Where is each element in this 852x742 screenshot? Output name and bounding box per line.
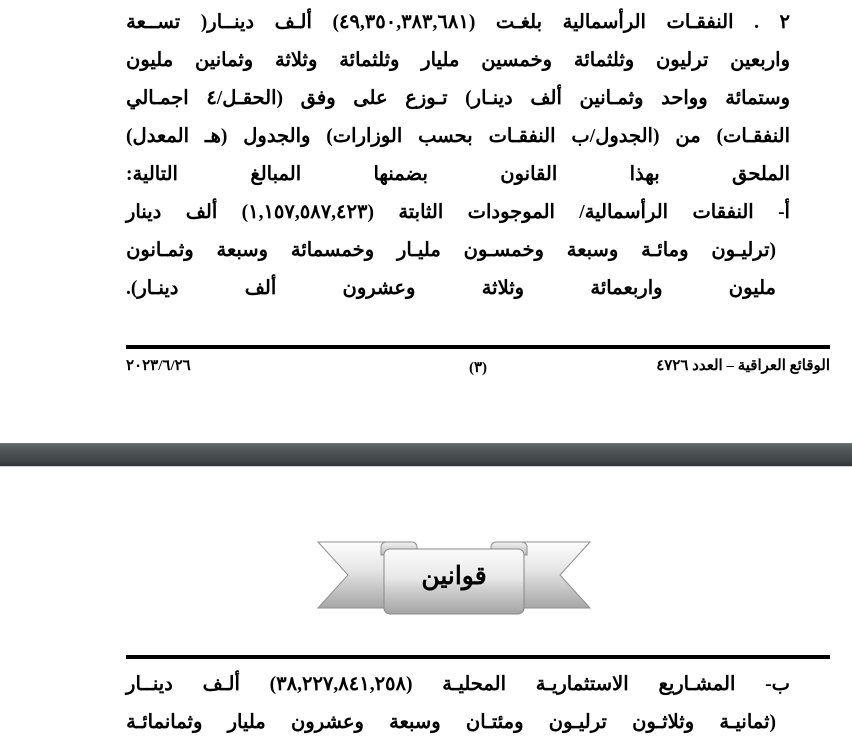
text-word: ألف bbox=[530, 88, 562, 109]
banner-label: قوانين bbox=[421, 563, 487, 590]
paragraph-line bbox=[126, 42, 790, 80]
text-word: وثلاثة bbox=[275, 50, 318, 71]
text-word: وخمسـون bbox=[463, 240, 544, 261]
ribbon-banner-icon bbox=[316, 538, 592, 620]
text-word: مليـار bbox=[396, 240, 441, 261]
text-word: (٤٩,٣٥٠,٣٨٣,٦٨١) bbox=[332, 12, 476, 33]
text-word: (ترليـون bbox=[711, 240, 776, 261]
text-word: وسبعة bbox=[389, 712, 441, 733]
text-word: ترليون bbox=[655, 50, 709, 71]
text-word: بلغـت bbox=[495, 12, 543, 33]
text-word: (هـ bbox=[204, 126, 228, 147]
text-word: على bbox=[353, 88, 388, 109]
text-word: الاستثماريـة bbox=[535, 674, 629, 695]
text-word: النفقـات bbox=[666, 12, 734, 33]
text-word: وواحد bbox=[661, 88, 708, 109]
text-word: ترليـون bbox=[548, 712, 607, 733]
text-word: وستمائة bbox=[725, 88, 790, 109]
text-word: تـوزع bbox=[405, 88, 448, 109]
text-word: ٢ bbox=[779, 12, 790, 33]
text-word: ب- bbox=[765, 674, 790, 695]
sub-item-b-line bbox=[126, 666, 790, 704]
text-word: ومئتـان bbox=[465, 712, 524, 733]
text-word: من bbox=[675, 126, 701, 147]
text-word: (الجدول/ب bbox=[571, 126, 660, 147]
text-word: وثمـانين bbox=[579, 88, 644, 109]
text-word: الرأسمالية bbox=[562, 12, 646, 33]
footer-page-number: (٣) bbox=[468, 360, 488, 376]
text-word: وثمانمائـة bbox=[126, 712, 203, 733]
page-footer bbox=[126, 356, 830, 382]
text-word: تســعة bbox=[126, 12, 181, 33]
paragraph-line: الملحق بهذا القانون بضمنها المبالغ التالية: bbox=[126, 164, 790, 185]
sub-item-a-line: مليون واربعمائة وثلاثة وعشرون ألف دينـار). bbox=[126, 278, 776, 299]
text-word: وسبعة bbox=[216, 240, 269, 261]
footer-date: ٢٠٢٣/٦/٢٦ bbox=[126, 358, 191, 374]
text-word: مليار bbox=[227, 712, 266, 733]
text-word: المعدل) bbox=[126, 126, 189, 147]
page-one-body bbox=[126, 4, 790, 308]
text-word: دينــار( bbox=[200, 12, 255, 33]
text-word: (الحقـل/٤ bbox=[206, 88, 283, 109]
text-word: النفقـات bbox=[488, 126, 556, 147]
text-word: وثمانين bbox=[195, 50, 254, 71]
text-word: اجمـالي bbox=[126, 88, 189, 109]
text-word: ومائـة bbox=[641, 240, 689, 261]
paragraph-line bbox=[126, 118, 790, 156]
text-word: دينــار bbox=[126, 674, 173, 695]
text-word: وخمسمائة bbox=[290, 240, 375, 261]
section-banner bbox=[316, 538, 592, 620]
text-word: ألـف bbox=[274, 12, 312, 33]
sub-item-a-line: أ- النفقات الرأسمالية/ الموجودات الثابتة (١,١٥٧,٥٨٧,٤٢٣) ألف دينار bbox=[126, 202, 790, 223]
text-word: . bbox=[754, 12, 759, 33]
paragraph-line bbox=[126, 4, 790, 42]
text-word: واربعين bbox=[730, 50, 790, 71]
text-word: مليون bbox=[126, 50, 174, 71]
text-word: المحليـة bbox=[442, 674, 507, 695]
text-word: وثلاثـون bbox=[632, 712, 695, 733]
text-word: بحسب bbox=[418, 126, 473, 147]
text-word: وعشرون bbox=[290, 712, 364, 733]
paragraph-line bbox=[126, 80, 790, 118]
text-word: الوزارات) bbox=[326, 126, 403, 147]
text-word: وفق bbox=[300, 88, 336, 109]
text-word: والجدول bbox=[243, 126, 311, 147]
text-word: وثلثمائة bbox=[573, 50, 635, 71]
page-two-divider bbox=[126, 655, 830, 659]
text-word: (ثمانيـة bbox=[719, 712, 776, 733]
text-word: دينـار) bbox=[465, 88, 513, 109]
text-word: مليار bbox=[421, 50, 460, 71]
text-word: وسبعة bbox=[566, 240, 619, 261]
sub-item-b-line bbox=[126, 704, 776, 742]
text-word: المشـاريع bbox=[658, 674, 736, 695]
text-word: ألـف bbox=[202, 674, 240, 695]
text-word: النفقـات) bbox=[716, 126, 790, 147]
footer-divider bbox=[126, 345, 830, 349]
page-separator-bar bbox=[0, 443, 852, 466]
text-word: (٣٨,٢٢٧,٨٤١,٢٥٨) bbox=[269, 674, 413, 695]
text-word: وثمـانون bbox=[126, 240, 194, 261]
sub-item-a-line bbox=[126, 232, 776, 270]
text-word: وخمسين bbox=[481, 50, 553, 71]
ribbon-plaque bbox=[384, 549, 524, 614]
footer-journal-title: الوقائع العراقية – العدد ٤٧٢٦ bbox=[656, 358, 830, 374]
text-word: وثلثمائة bbox=[339, 50, 400, 71]
